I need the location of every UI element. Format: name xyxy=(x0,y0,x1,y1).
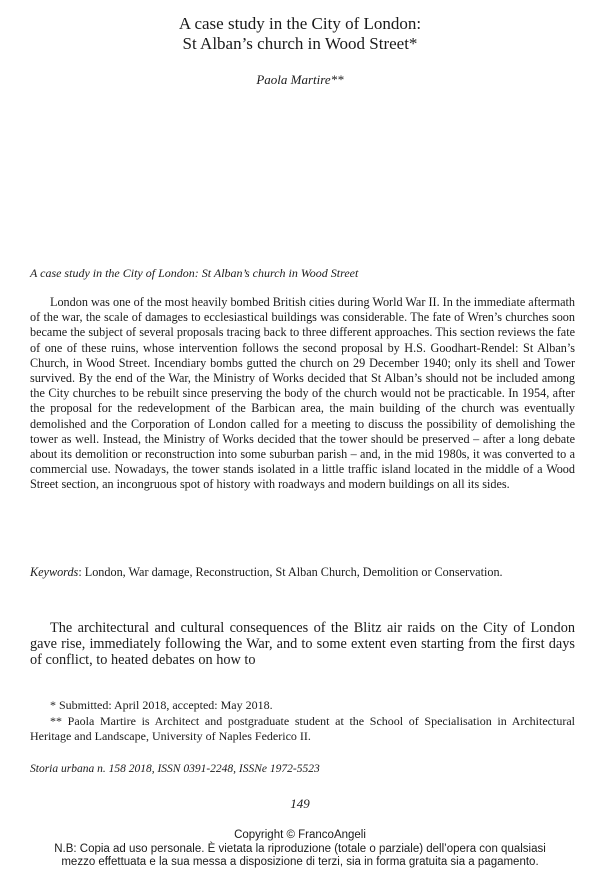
notice-line-2: mezzo effettuata e la sua messa a disposizione di terzi, sia in forma gratuita sia a pagamento. xyxy=(61,856,539,868)
body-paragraph: The architectural and cultural consequences of the Blitz air raids on the City of London gave rise, immediately following the War, and to some extent even starting from the first days of conflict, to heated debates on how to xyxy=(30,620,575,668)
keywords xyxy=(30,565,575,580)
journal-citation: Storia urbana n. 158 2018, ISSN 0391-2248, ISSNe 1972-5523 xyxy=(30,763,320,775)
author-name: Paola Martire** xyxy=(256,72,344,87)
keywords-list: : London, War damage, Reconstruction, St Alban Church, Demolition or Conservation. xyxy=(78,565,503,579)
title-line-2: St Alban’s church in Wood Street* xyxy=(182,34,418,53)
copyright-notice xyxy=(0,829,600,870)
copyright-line: Copyright © FrancoAngeli xyxy=(234,829,366,841)
abstract-title: A case study in the City of London: St Alban’s church in Wood Street xyxy=(30,266,359,280)
keywords-label: Keywords xyxy=(30,565,79,579)
abstract-text: London was one of the most heavily bombed British cities during World War II. In the immediate aftermath of the war, the scale of damages to ecclesiastical buildings was considerable. The fate of Wren’s churches soon became the subject of several proposals tracing back to three different approaches. This section reviews the fate of one of these ruins, whose intervention follows the second proposal by H.S. Goodhart-Rendel: St Alban’s Church, in Wood Street. Incendiary bombs gutted the church on 29 December 1940; only its shell and Tower survived. By the end of the War, the Ministry of Works decided that St Alban’s should not be included among the City churches to be rebuilt since preserving the body of the church would not be practicable. In 1954, after the proposal for the redevelopment of the Barbican area, the main building of the church was eventually demolished and the Corporation of London called for a meeting to discuss the possibility of demolishing the tower as well. Instead, the Ministry of Works decided that the tower should be preserved – after a long debate about its demolition or reconstruction into some suburban parish – and, in the mid 1980s, it was converted to a commercial use. Nowadays, the tower stands isolated in a little traffic island located in the middle of a Wood Street section, an incongruous spot of history with roadways and modern buildings on all its sides. xyxy=(30,295,575,492)
title-line-1: A case study in the City of London: xyxy=(178,14,422,33)
footnote-2: ** Paola Martire is Architect and postgraduate student at the School of Specialisation in Architectural Heritage and Landscape, University of Naples Federico II. xyxy=(30,714,575,743)
footnote-1: * Submitted: April 2018, accepted: May 2018. xyxy=(50,698,273,712)
notice-line-1: N.B: Copia ad uso personale. È vietata la riproduzione (totale o parziale) dell’opera con qualsiasi xyxy=(54,842,546,855)
page-number: 149 xyxy=(290,796,310,811)
